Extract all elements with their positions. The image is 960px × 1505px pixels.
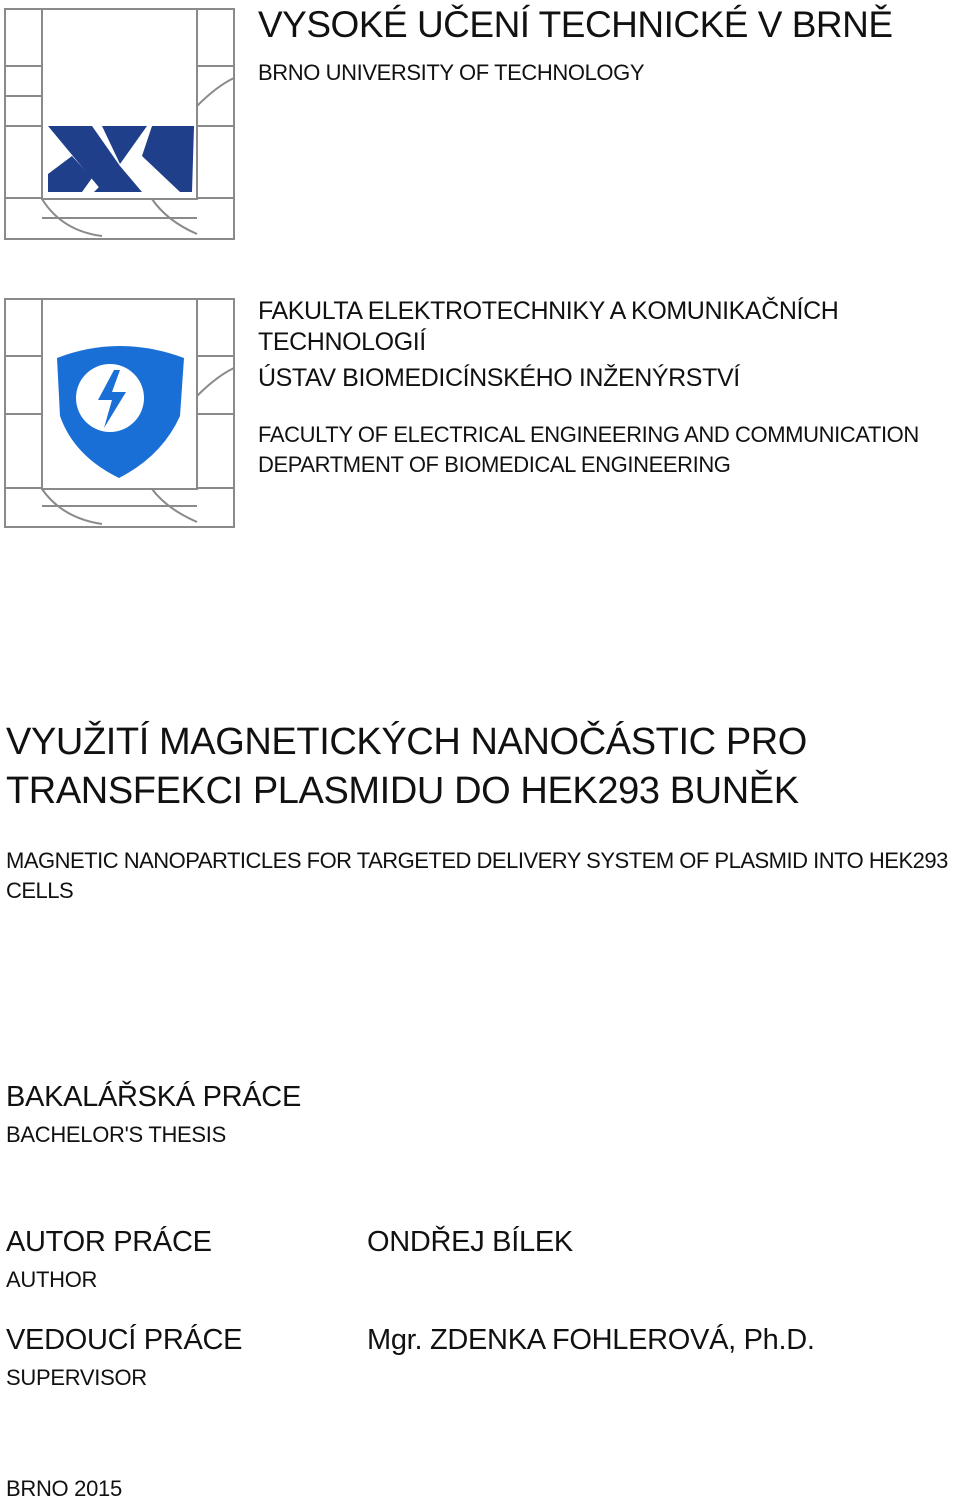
thesis-title-cz: VYUŽITÍ MAGNETICKÝCH NANOČÁSTIC PRO TRANSFEKCI PLASMIDU DO HEK293 BUNĚK bbox=[6, 721, 807, 812]
faculty-name-cz: FAKULTA ELEKTROTECHNIKY A KOMUNIKAČNÍCH TECHNOLOGIÍ bbox=[258, 297, 839, 356]
department-name-en: DEPARTMENT OF BIOMEDICAL ENGINEERING bbox=[258, 452, 731, 477]
author-label-en: AUTHOR bbox=[6, 1267, 98, 1292]
thesis-type-cz: BAKALÁŘSKÁ PRÁCE bbox=[6, 1081, 301, 1113]
thesis-title-en: MAGNETIC NANOPARTICLES FOR TARGETED DELIVERY SYSTEM OF PLASMID INTO HEK293 CELLS bbox=[6, 848, 948, 903]
vut-logo-icon bbox=[2, 6, 237, 242]
thesis-type-en: BACHELOR'S THESIS bbox=[6, 1122, 226, 1147]
author-name: ONDŘEJ BÍLEK bbox=[367, 1226, 573, 1258]
department-name-cz: ÚSTAV BIOMEDICÍNSKÉHO INŽENÝRSTVÍ bbox=[258, 364, 740, 392]
university-logo bbox=[2, 6, 237, 242]
faculty-name-en: FACULTY OF ELECTRICAL ENGINEERING AND COMMUNICATION bbox=[258, 422, 919, 447]
fekt-shield-logo-icon bbox=[2, 296, 237, 530]
supervisor-name: Mgr. ZDENKA FOHLEROVÁ, Ph.D. bbox=[367, 1324, 815, 1356]
author-label-cz: AUTOR PRÁCE bbox=[6, 1226, 212, 1258]
faculty-logo bbox=[2, 296, 237, 530]
university-name-cz: VYSOKÉ UČENÍ TECHNICKÉ V BRNĚ bbox=[258, 4, 893, 45]
university-name-en: BRNO UNIVERSITY OF TECHNOLOGY bbox=[258, 60, 645, 85]
place-year: BRNO 2015 bbox=[6, 1476, 122, 1501]
supervisor-label-en: SUPERVISOR bbox=[6, 1365, 147, 1390]
supervisor-label-cz: VEDOUCÍ PRÁCE bbox=[6, 1324, 243, 1356]
